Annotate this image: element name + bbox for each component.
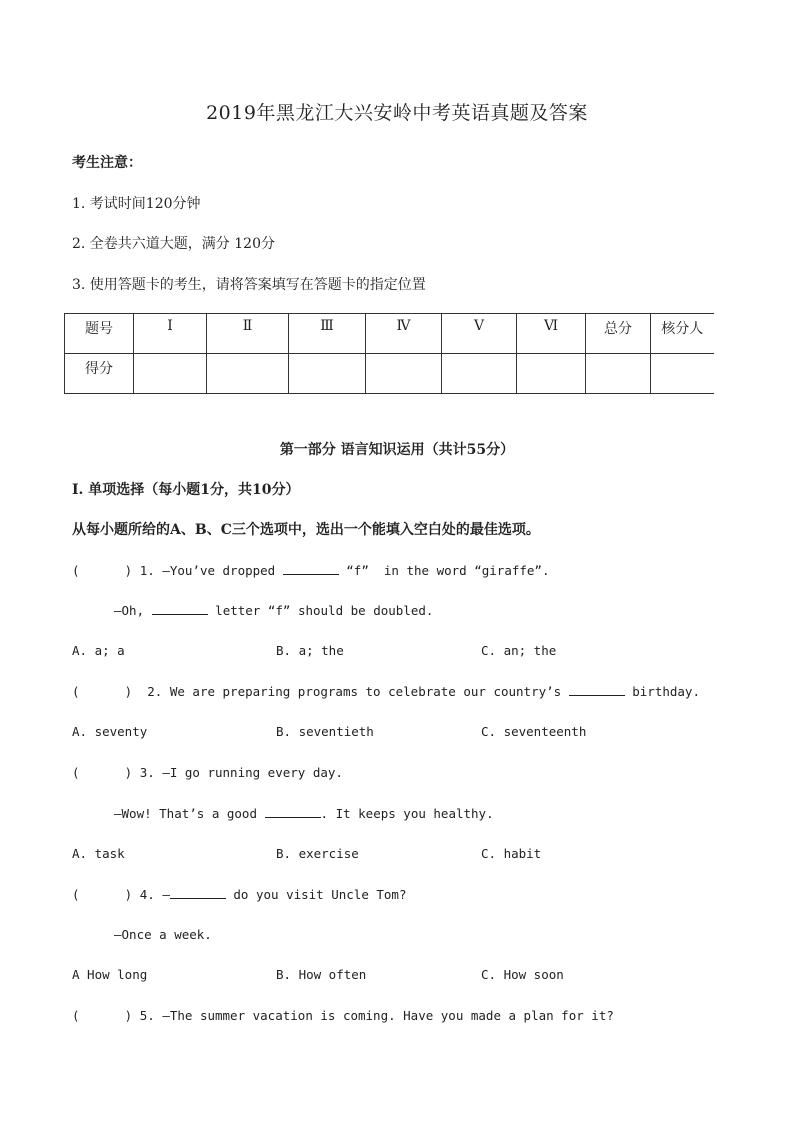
document-title: 2019年黑龙江大兴安岭中考英语真题及答案 xyxy=(206,102,588,124)
score-cell[interactable] xyxy=(289,354,366,394)
question-text: —Oh, xyxy=(114,603,152,618)
score-header-cell: Ⅱ xyxy=(207,314,289,354)
part-title: 第一部分 语言知识运用（共计55分） xyxy=(279,442,515,458)
answer-paren[interactable]: ( ) xyxy=(72,1008,133,1023)
notice-item: 1. 考试时间120分钟 xyxy=(72,196,201,212)
question-text: 2. We are preparing programs to celebrate our country’s xyxy=(139,684,569,699)
score-table xyxy=(64,313,714,394)
option-b: B. seventieth xyxy=(276,724,374,739)
question-5 xyxy=(72,1008,614,1023)
answer-paren[interactable]: ( ) xyxy=(72,765,133,780)
option-a: A How long xyxy=(72,967,148,982)
question-text: 3. —I go running every day. xyxy=(139,765,343,780)
option-c: C. How soon xyxy=(481,967,564,982)
option-c: C. an; the xyxy=(481,643,557,658)
question-4 xyxy=(72,886,406,902)
question-text: 4. — xyxy=(139,887,170,902)
option-c: C. habit xyxy=(481,846,542,861)
answer-blank xyxy=(170,886,226,899)
question-text: —Wow! That’s a good xyxy=(114,806,265,821)
answer-blank xyxy=(265,805,321,818)
score-cell[interactable] xyxy=(517,354,586,394)
question-text: . It keeps you healthy. xyxy=(320,806,494,821)
score-header-cell: 总分 xyxy=(586,314,651,354)
question-4-response xyxy=(114,927,212,942)
option-b: B. a; the xyxy=(276,643,344,658)
score-header-cell: Ⅲ xyxy=(289,314,366,354)
answer-blank xyxy=(152,602,208,615)
notice-heading: 考生注意： xyxy=(72,155,142,171)
notice-item: 3. 使用答题卡的考生，请将答案填写在答题卡的指定位置 xyxy=(72,277,426,293)
score-cell[interactable] xyxy=(442,354,517,394)
score-table-header-row xyxy=(65,314,714,354)
score-cell[interactable] xyxy=(586,354,651,394)
score-header-cell: Ⅵ xyxy=(517,314,586,354)
answer-blank xyxy=(283,562,339,575)
section-title: Ⅰ. 单项选择（每小题1分，共10分） xyxy=(72,482,300,498)
question-text: 1. —You’ve dropped xyxy=(139,563,283,578)
option-a: A. a; a xyxy=(72,643,125,658)
question-text: —Once a week. xyxy=(114,927,212,942)
option-a: A. task xyxy=(72,846,125,861)
score-cell[interactable] xyxy=(366,354,442,394)
section-instruction: 从每小题所给的A、B、C三个选项中，选出一个能填入空白处的最佳选项。 xyxy=(72,522,540,538)
score-header-cell: 核分人 xyxy=(651,314,714,354)
score-header-cell: Ⅳ xyxy=(366,314,442,354)
score-cell[interactable] xyxy=(651,354,714,394)
score-header-cell: 题号 xyxy=(65,314,134,354)
question-text: 5. —The summer vacation is coming. Have you made a plan for it? xyxy=(139,1008,614,1023)
score-header-cell: Ⅴ xyxy=(442,314,517,354)
question-2 xyxy=(72,683,700,699)
score-cell[interactable] xyxy=(134,354,207,394)
score-header-cell: Ⅰ xyxy=(134,314,207,354)
answer-blank xyxy=(569,683,625,696)
question-text: birthday. xyxy=(624,684,700,699)
score-table-score-row xyxy=(65,354,714,394)
question-3-response xyxy=(114,805,494,821)
question-1-response xyxy=(114,602,433,618)
option-b: B. How often xyxy=(276,967,367,982)
question-text: letter “f” should be doubled. xyxy=(207,603,434,618)
option-c: C. seventeenth xyxy=(481,724,587,739)
score-row-label: 得分 xyxy=(65,354,134,394)
notice-item: 2. 全卷共六道大题，满分 120分 xyxy=(72,236,275,252)
option-a: A. seventy xyxy=(72,724,148,739)
question-text: do you visit Uncle Tom? xyxy=(225,887,407,902)
answer-paren[interactable]: ( ) xyxy=(72,563,133,578)
question-1 xyxy=(72,562,549,578)
question-3 xyxy=(72,765,343,780)
score-cell[interactable] xyxy=(207,354,289,394)
answer-paren[interactable]: ( ) xyxy=(72,684,133,699)
answer-paren[interactable]: ( ) xyxy=(72,887,133,902)
option-b: B. exercise xyxy=(276,846,359,861)
question-text: “f” in the word “giraffe”. xyxy=(338,563,550,578)
